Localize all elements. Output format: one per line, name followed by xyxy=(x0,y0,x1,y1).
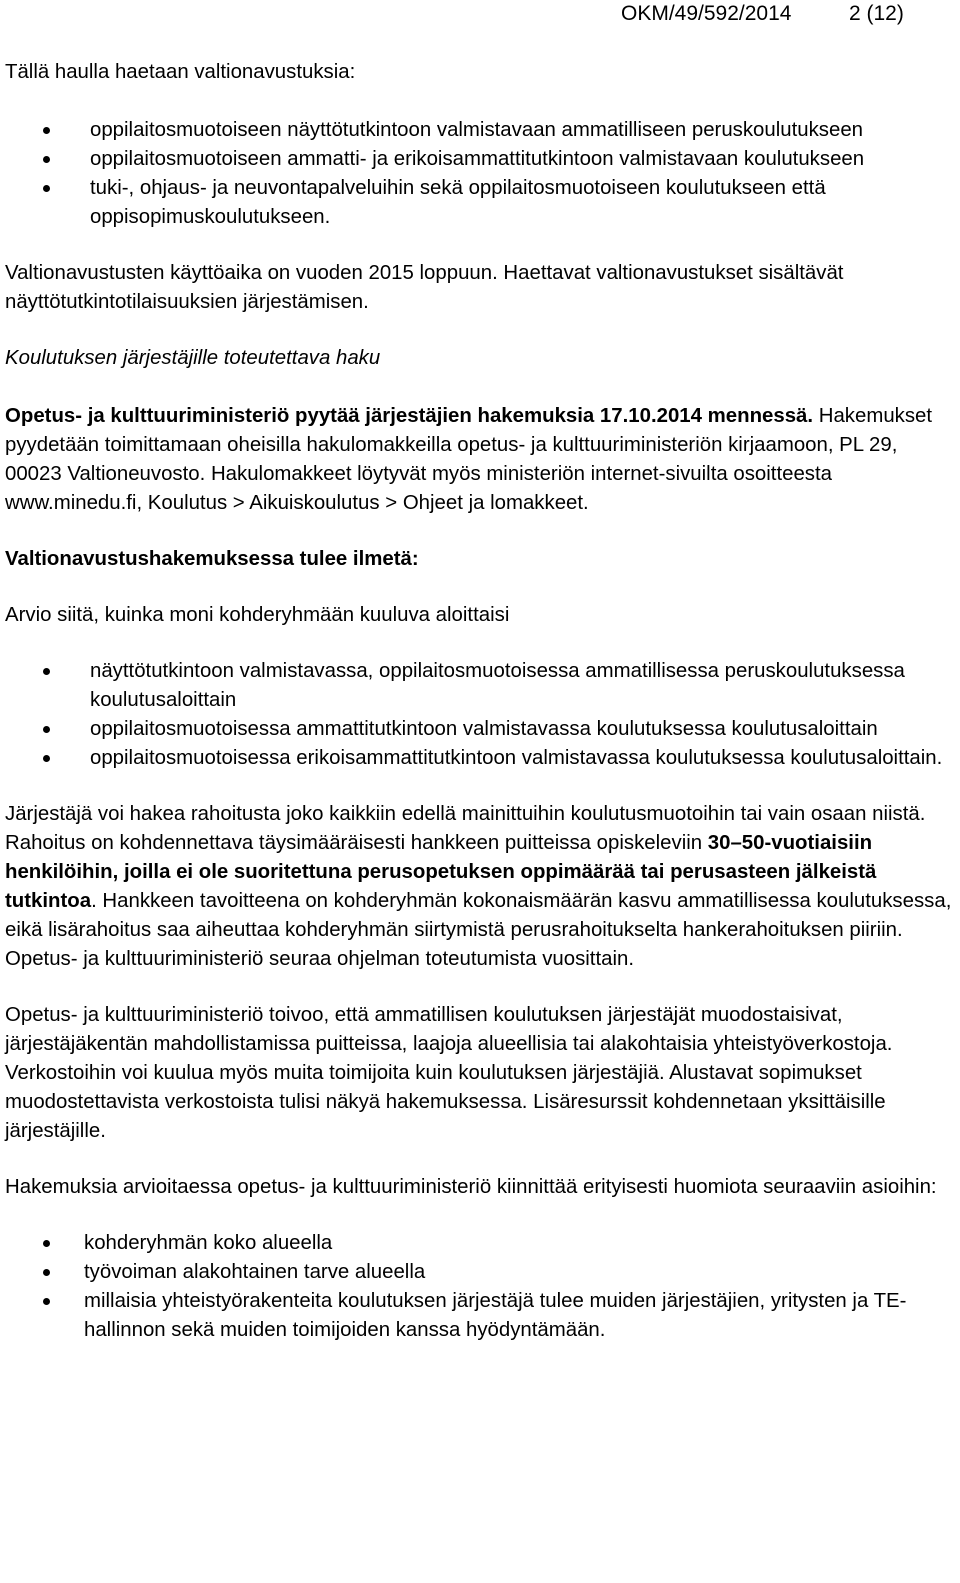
list-item: näyttötutkintoon valmistavassa, oppilaitosmuotoisessa ammatillisessa peruskoulutuksessa koulutusaloittain xyxy=(5,657,953,715)
bullet-icon xyxy=(43,185,50,192)
estimate-list xyxy=(5,657,953,773)
document-body xyxy=(5,58,953,1345)
usage-period-paragraph: Valtionavustusten käyttöaika on vuoden 2015 loppuun. Haettavat valtionavustukset sisältävät näyttötutkintotilaisuuksien järjestämisen. xyxy=(5,262,844,313)
bullet-icon xyxy=(43,668,50,675)
list-item: tuki-, ohjaus- ja neuvontapalveluihin sekä oppilaitosmuotoiseen koulutukseen että oppisopimuskoulutukseen. xyxy=(5,174,953,232)
section-heading: Koulutuksen järjestäjille toteutettava haku xyxy=(5,347,381,369)
application-paragraph: Opetus- ja kulttuuriministeriö pyytää järjestäjien hakemuksia 17.10.2014 mennessä. Hakemukset pyydetään toimittamaan oheisilla hakulomakkeilla opetus- ja kulttuuriministeriön kirjaamoon, PL 29, 00023 Valtioneuvosto. Hakulomakkeet löytyvät myös ministeriön internet-sivuilta osoitteesta www.minedu.fi, Koulutus > Aikuiskoulutus > Ohjeet ja lomakkeet. xyxy=(5,405,933,514)
deadline-text: Opetus- ja kulttuuriministeriö pyytää järjestäjien hakemuksia 17.10.2014 mennessä. xyxy=(5,405,814,427)
networks-paragraph: Opetus- ja kulttuuriministeriö toivoo, että ammatillisen koulutuksen järjestäjät muodostaisivat, järjestäjäkentän mahdollistamissa puitteissa, laajoja alueellisia tai alakohtaisia yhteistyöverkostoja. Verkostoihin voi kuulua myös muita toimijoita kuin koulutuksen järjestäjiä. Alustavat sopimukset muodostettavista verkostoista tulisi näkyä hakemuksessa. Lisäresurssit kohdennetaan yksittäisille järjestäjille. xyxy=(5,1004,893,1142)
bullet-icon xyxy=(43,1298,50,1305)
estimate-intro: Arvio siitä, kuinka moni kohderyhmään kuuluva aloittaisi xyxy=(5,604,510,626)
list-item: oppilaitosmuotoisessa erikoisammattitutkintoon valmistavassa koulutuksessa koulutusaloittain. xyxy=(5,744,953,773)
bullet-icon xyxy=(43,726,50,733)
bullet-icon xyxy=(43,1269,50,1276)
bullet-icon xyxy=(43,1240,50,1247)
page-number: 2 (12) xyxy=(849,2,904,25)
grant-targets-list xyxy=(5,116,953,232)
target-group-text: 30–50-vuotiaisiin henkilöihin, joilla ei ole suoritettuna perusopetuksen oppimäärää tai perusasteen jälkeistä tutkintoa xyxy=(5,832,877,912)
list-item: oppilaitosmuotoisessa ammattitutkintoon valmistavassa koulutuksessa koulutusaloittain xyxy=(5,715,953,744)
bullet-icon xyxy=(43,156,50,163)
list-item: oppilaitosmuotoiseen ammatti- ja erikoisammattitutkintoon valmistavaan koulutukseen xyxy=(5,145,953,174)
list-item: millaisia yhteistyörakenteita koulutuksen järjestäjä tulee muiden järjestäjien, yritysten ja TE-hallinnon sekä muiden toimijoiden kanssa hyödyntämään. xyxy=(5,1287,953,1345)
bullet-icon xyxy=(43,127,50,134)
intro-text: Tällä haulla haetaan valtionavustuksia: xyxy=(5,61,356,83)
document-id: OKM/49/592/2014 xyxy=(621,2,792,25)
bullet-icon xyxy=(43,755,50,762)
list-item: työvoiman alakohtainen tarve alueella xyxy=(5,1258,953,1287)
evaluation-paragraph: Hakemuksia arvioitaessa opetus- ja kulttuuriministeriö kiinnittää erityisesti huomiota seuraaviin asioihin: xyxy=(5,1176,937,1198)
evaluation-criteria-list xyxy=(5,1229,953,1345)
funding-paragraph: Järjestäjä voi hakea rahoitusta joko kaikkiin edellä mainittuihin koulutusmuotoihin tai vain osaan niistä. Rahoitus on kohdennettava täysimääräisesti hankkeen puitteissa opiskeleviin 30–50-vuotiaisiin henkilöihin, joilla ei ole suoritettuna perusopetuksen oppimäärää tai perusasteen jälkeistä tutkintoa. Hankkeen tavoitteena on kohderyhmän kokonaismäärän kasvu ammatillisessa koulutuksessa, eikä lisärahoitus saa aiheuttaa kohderyhmän siirtymistä perusrahoitukselta hankerahoituksen piiriin. Opetus- ja kulttuuriministeriö seuraa ohjelman toteutumista vuosittain. xyxy=(5,803,952,970)
list-item: oppilaitosmuotoiseen näyttötutkintoon valmistavaan ammatilliseen peruskoulutukseen xyxy=(5,116,953,145)
page-header xyxy=(0,0,960,30)
requirements-heading: Valtionavustushakemuksessa tulee ilmetä: xyxy=(5,548,419,570)
list-item: kohderyhmän koko alueella xyxy=(5,1229,953,1258)
